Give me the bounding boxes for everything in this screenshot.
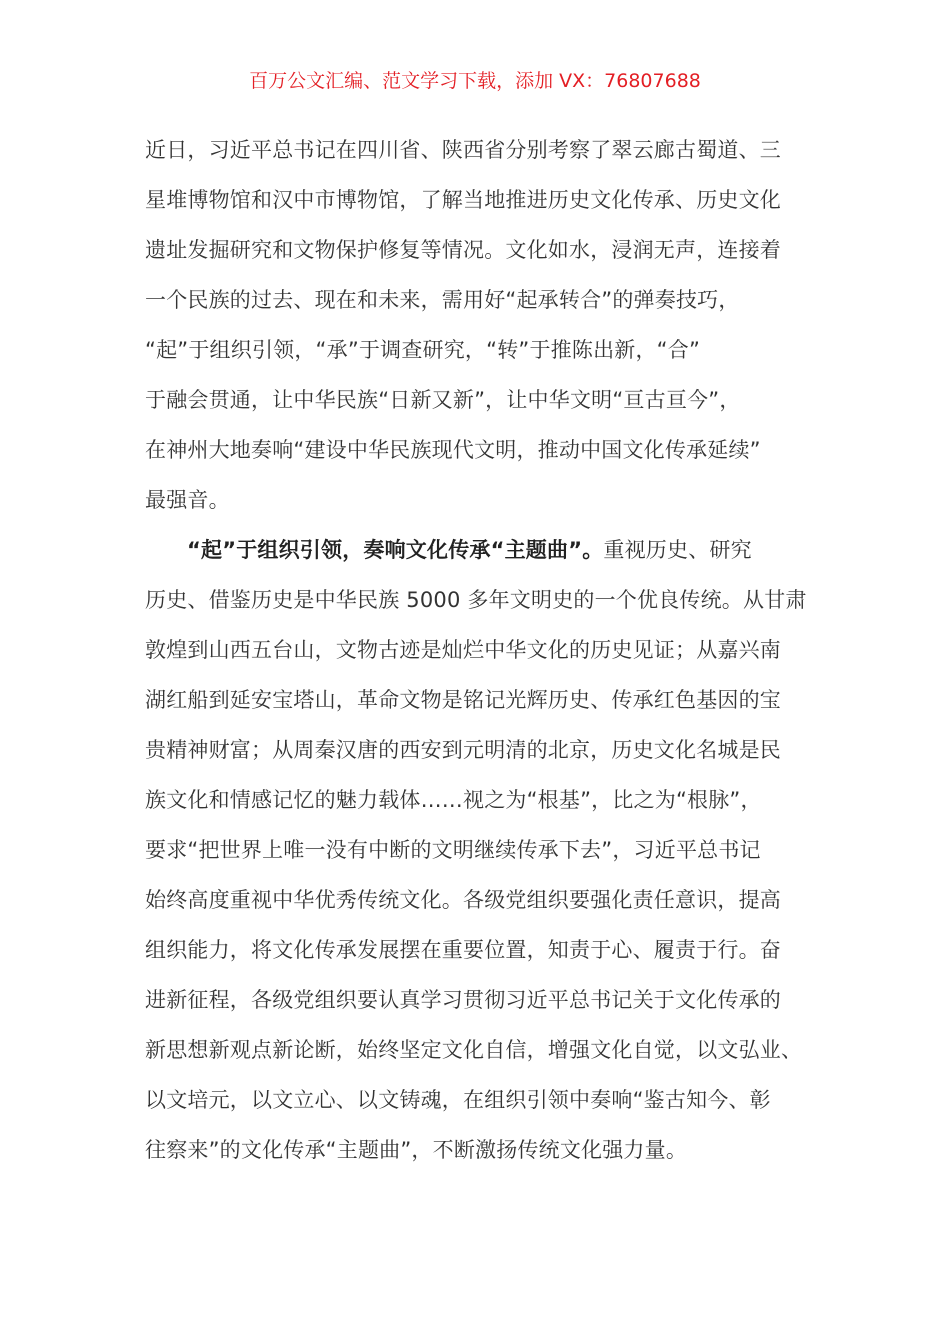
text-line: 在神州大地奏响“建设中华民族现代文明，推动中国文化传承延续” <box>145 438 761 462</box>
text-line: 以文培元，以文立心、以文铸魂，在组织引领中奏响“鉴古知今、彰 <box>145 1088 771 1112</box>
text-line: 一个民族的过去、现在和未来，需用好“起承转合”的弹奏技巧， <box>145 288 740 312</box>
text-line: 遗址发掘研究和文物保护修复等情况。文化如水，浸润无声，连接着 <box>145 238 781 262</box>
watermark-header: 百万公文汇编、范文学习下载，添加 VX：76807688 <box>249 70 701 92</box>
section-heading: “起”于组织引领，奏响文化传承“主题曲”。 <box>187 538 604 562</box>
text-line: 往察来”的文化传承“主题曲”，不断激扬传统文化强力量。 <box>145 1138 688 1162</box>
text-line: 湖红船到延安宝塔山，革命文物是铭记光辉历史、传承红色基因的宝 <box>145 688 781 712</box>
text-line: 星堆博物馆和汉中市博物馆，了解当地推进历史文化传承、历史文化 <box>145 188 781 212</box>
paragraph-section-1 <box>145 525 807 1175</box>
text-line: 近日，习近平总书记在四川省、陕西省分别考察了翠云廊古蜀道、三 <box>145 138 781 162</box>
text-line: 贵精神财富；从周秦汉唐的西安到元明清的北京，历史文化名城是民 <box>145 738 781 762</box>
section-first-line <box>145 525 807 575</box>
text-line: 最强音。 <box>145 488 230 512</box>
text-line: 历史、借鉴历史是中华民族 5000 多年文明史的一个优良传统。从甘肃 <box>145 588 807 612</box>
text-line: 于融会贯通，让中华民族“日新又新”，让中华文明“亘古亘今”， <box>145 388 741 412</box>
text-line: “起”于组织引领，“承”于调查研究，“转”于推陈出新，“合” <box>145 338 701 362</box>
text-line: 敦煌到山西五台山，文物古迹是灿烂中华文化的历史见证；从嘉兴南 <box>145 638 781 662</box>
section-first-line-rest: 重视历史、研究 <box>603 538 752 562</box>
document-body <box>145 125 807 1175</box>
text-line: 组织能力，将文化传承发展摆在重要位置，知责于心、履责于行。奋 <box>145 938 781 962</box>
text-line: 族文化和情感记忆的魅力载体……视之为“根基”，比之为“根脉”， <box>145 788 762 812</box>
text-line: 新思想新观点新论断，始终坚定文化自信，增强文化自觉，以文弘业、 <box>145 1038 803 1062</box>
paragraph-intro <box>145 125 807 525</box>
text-line: 要求“把世界上唯一没有中断的文明继续传承下去”，习近平总书记 <box>145 838 761 862</box>
text-line: 始终高度重视中华优秀传统文化。各级党组织要强化责任意识，提高 <box>145 888 781 912</box>
text-line: 进新征程，各级党组织要认真学习贯彻习近平总书记关于文化传承的 <box>145 988 781 1012</box>
